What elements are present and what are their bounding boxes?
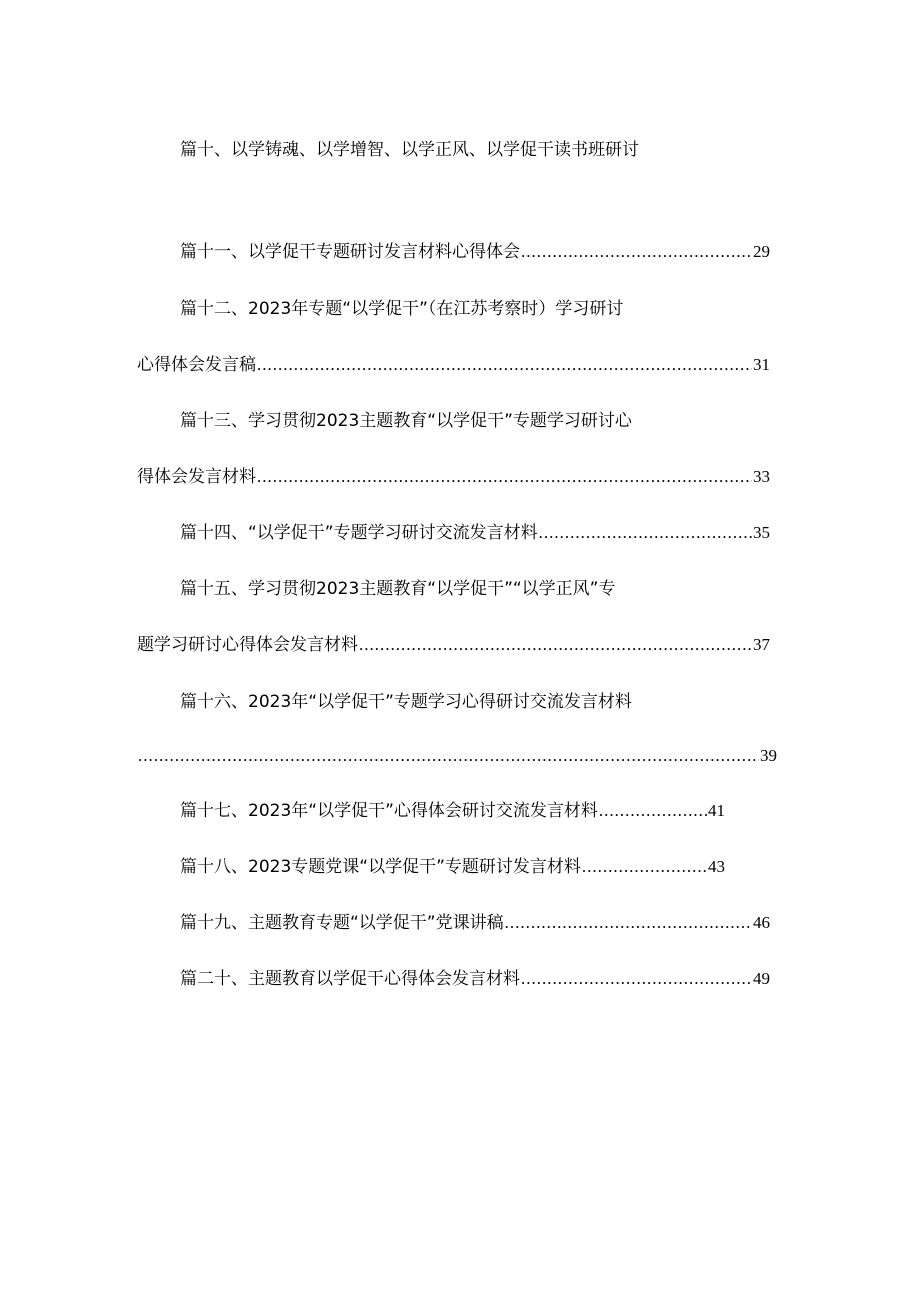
toc-entry-text: 篇十五、学习贯彻2023主题教育“以学促干”“以学正风”专	[180, 579, 616, 599]
toc-entry-13[interactable]	[180, 409, 740, 433]
toc-entry-text: 篇十四、“以学促干”专题学习研讨交流发言材料	[180, 523, 538, 543]
toc-page-number: 31	[753, 355, 770, 374]
toc-page-number: 46	[753, 913, 770, 932]
toc-entry-text: 得体会发言材料	[137, 467, 256, 487]
toc-entry-text: 篇十二、2023年专题“以学促干”（在江苏考察时）学习研讨	[180, 299, 624, 319]
toc-entry-text: 心得体会发言稿	[137, 355, 256, 375]
toc-leader-dots	[257, 353, 752, 377]
toc-entry-14[interactable]	[180, 521, 770, 545]
toc-entry-text: 篇十三、学习贯彻2023主题教育“以学促干”专题学习研讨心	[180, 411, 632, 431]
toc-leader-dots	[138, 744, 759, 768]
toc-page-number: 37	[753, 635, 770, 654]
toc-page-number: 43	[708, 857, 725, 876]
toc-entry-12[interactable]	[180, 297, 740, 321]
toc-page-number: 35	[753, 523, 770, 542]
toc-page-number: 49	[753, 969, 770, 988]
toc-leader-dots	[521, 240, 752, 264]
toc-leader-dots	[599, 799, 707, 823]
toc-entry-10[interactable]	[180, 138, 740, 162]
toc-entry-12-continued[interactable]	[137, 353, 770, 377]
toc-leader-dots	[505, 911, 752, 935]
toc-entry-16[interactable]	[180, 690, 740, 714]
toc-entry-text: 篇十、以学铸魂、以学增智、以学正风、以学促干读书班研讨	[180, 140, 639, 160]
toc-page-number: 39	[760, 746, 777, 765]
toc-page-number: 33	[753, 467, 770, 486]
toc-leader-dots	[359, 633, 752, 657]
toc-entry-text: 篇十一、以学促干专题研讨发言材料心得体会	[180, 242, 520, 262]
toc-entry-text: 篇二十、主题教育以学促干心得体会发言材料	[180, 969, 520, 989]
toc-leader-dots	[257, 465, 752, 489]
toc-leader-dots	[582, 855, 707, 879]
toc-page-number: 41	[708, 801, 725, 820]
toc-page-number: 29	[753, 242, 770, 261]
toc-entry-text: 题学习研讨心得体会发言材料	[137, 635, 358, 655]
toc-entry-text: 篇十八、2023专题党课“以学促干”专题研讨发言材料	[180, 857, 581, 877]
toc-entry-15-continued[interactable]	[137, 633, 770, 657]
toc-entry-19[interactable]	[180, 911, 770, 935]
toc-entry-15[interactable]	[180, 577, 740, 601]
toc-entry-text: 篇十九、主题教育专题“以学促干”党课讲稿	[180, 913, 504, 933]
toc-entry-text: 篇十七、2023年“以学促干”心得体会研讨交流发言材料	[180, 801, 598, 821]
toc-entry-20[interactable]	[180, 967, 770, 991]
toc-entry-16-continued[interactable]	[137, 744, 777, 768]
toc-leader-dots	[521, 967, 752, 991]
toc-leader-dots	[539, 521, 752, 545]
toc-entry-17[interactable]	[180, 799, 725, 823]
toc-entry-18[interactable]	[180, 855, 725, 879]
toc-entry-13-continued[interactable]	[137, 465, 770, 489]
toc-entry-text: 篇十六、2023年“以学促干”专题学习心得研讨交流发言材料	[180, 692, 632, 712]
toc-entry-11[interactable]	[180, 240, 770, 264]
